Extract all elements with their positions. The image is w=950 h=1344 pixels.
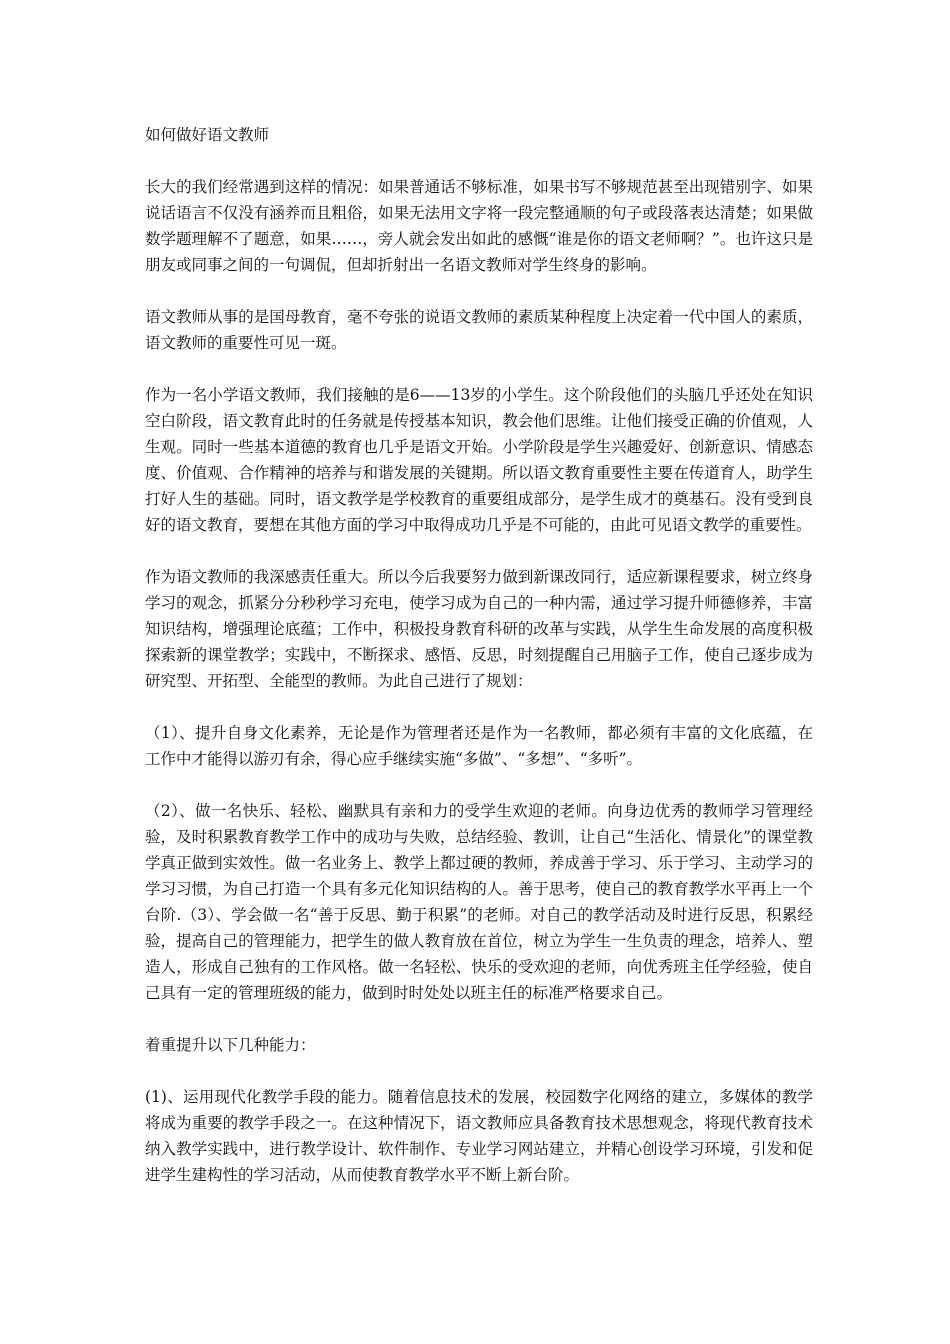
paragraph-responsibility: 作为语文教师的我深感责任重大。所以今后我要努力做到新课改同行，适应新课程要求，树立终身学习的观念，抓紧分分秒秒学习充电，使学习成为自己的一种内需，通过学习提升师德修养，丰富知识结构，增强理论底蕴；工作中，积极投身教育科研的改革与实践，从学生生命发展的高度积极探索新的课堂教学；实践中，不断探求、感悟、反思，时刻提醒自己用脑子工作，使自己逐步成为研究型、开拓型、全能型的教师。为此自己进行了规划：: [145, 568, 813, 690]
paragraph-primary-school: 作为一名小学语文教师，我们接触的是6——13岁的小学生。这个阶段他们的头脑几乎还处在知识空白阶段，语文教育此时的任务就是传授基本知识，教会他们思维。让他们接受正确的价值观，人生观。同时一些基本道德的教育也几乎是语文开始。小学阶段是学生兴趣爱好、创新意识、情感态度、价值观、合作精神的培养与和谐发展的关键期。所以语文教育重要性主要在传道育人，助学生打好人生的基础。同时，语文教学是学校教育的重要组成部分，是学生成才的奠基石。没有受到良好的语文教育，要想在其他方面的学习中取得成功几乎是不可能的，由此可见语文教学的重要性。: [145, 386, 813, 534]
document-title: 如何做好语文教师: [145, 126, 270, 144]
paragraph-plan-1: （1）、提升自身文化素养，无论是作为管理者还是作为一名教师，都必须有丰富的文化底蕴，在工作中才能得以游刃有余，得心应手继续实施“多做”、“多想”、“多听”。: [145, 724, 813, 768]
paragraph-importance: 语文教师从事的是国母教育，毫不夸张的说语文教师的素质某种程度上决定着一代中国人的素质，语文教师的重要性可见一斑。: [145, 308, 813, 352]
paragraph-plan-2: （2）、做一名快乐、轻松、幽默具有亲和力的受学生欢迎的老师。向身边优秀的教师学习管理经验，及时积累教育教学工作中的成功与失败，总结经验、教训，让自己“生活化、情景化”的课堂教学真正做到实效性。做一名业务上、教学上都过硬的教师，养成善于学习、乐于学习、主动学习的学习习惯，为自己打造一个具有多元化知识结构的人。善于思考，使自己的教育教学水平再上一个台阶.（3）、学会做一名“善于反思、勤于积累”的老师。对自己的教学活动及时进行反思，积累经验，提高自己的管理能力，把学生的做人教育放在首位，树立为学生一生负责的理念，培养人、塑造人，形成自己独有的工作风格。做一名轻松、快乐的受欢迎的老师，向优秀班主任学经验，使自己具有一定的管理班级的能力，做到时时处处以班主任的标准严格要求自己。: [145, 802, 813, 1002]
document-page: [145, 122, 813, 1214]
paragraph-ability-1: (1)、运用现代化教学手段的能力。随着信息技术的发展，校园数字化网络的建立，多媒体的教学将成为重要的教学手段之一。在这种情况下，语文教师应具备教育技术思想观念，将现代教育技术纳入教学实践中，进行教学设计、软件制作、专业学习网站建立，并精心创设学习环境，引发和促进学生建构性的学习活动，从而使教育教学水平不断上新台阶。: [145, 1088, 813, 1184]
paragraph-abilities-heading: 着重提升以下几种能力：: [145, 1036, 316, 1054]
paragraph-influence: 长大的我们经常遇到这样的情况：如果普通话不够标准，如果书写不够规范甚至出现错别字、如果说话语言不仅没有涵养而且粗俗，如果无法用文字将一段完整通顺的句子或段落表达清楚；如果做数学题理解不了题意，如果……，旁人就会发出如此的感慨“谁是你的语文老师啊？”。也许这只是朋友或同事之间的一句调侃，但却折射出一名语文教师对学生终身的影响。: [145, 178, 813, 274]
